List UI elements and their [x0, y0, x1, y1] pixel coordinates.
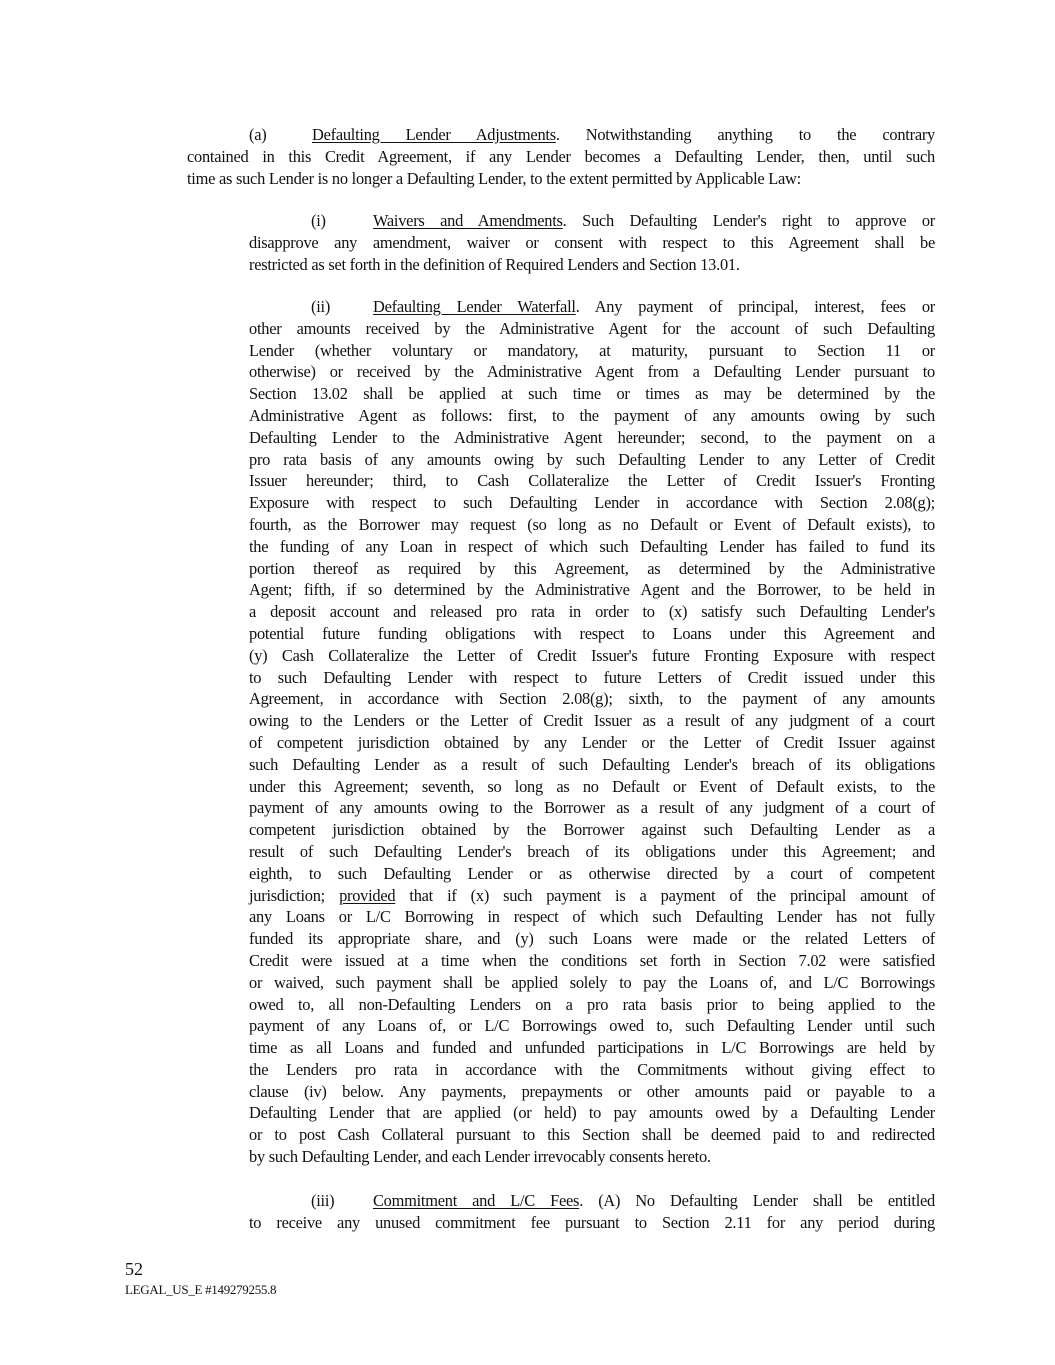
page-number: 52	[125, 1259, 143, 1279]
text-run: or waived, such payment shall be applied solely to pay the Loans of, and L/C Borrowings	[249, 972, 935, 992]
text-run: pro rata basis of any amounts owing by such Defaulting Lender to any Letter of Credit	[249, 449, 935, 469]
text-line	[249, 1102, 935, 1124]
text-run: Agreement, in accordance with Section 2.08(g); sixth, to the payment of any amounts	[249, 689, 935, 709]
text-line	[249, 754, 935, 776]
text-run: owing to the Lenders or the Letter of Credit Issuer as a result of any judgment of a court	[249, 711, 935, 731]
text-run: Credit were issued at a time when the conditions set forth in Section 7.02 were satisfied	[249, 950, 935, 970]
paragraph-first-line	[249, 296, 935, 318]
text-line	[249, 776, 935, 798]
text-line	[249, 1081, 935, 1103]
text-run: otherwise) or received by the Administrative Agent from a Defaulting Lender pursuant to	[249, 362, 935, 382]
text-line	[249, 950, 935, 972]
text-line	[187, 168, 935, 190]
section-heading: Defaulting Lender Waterfall	[373, 297, 576, 316]
section-heading: Commitment and L/C Fees	[373, 1191, 580, 1210]
text-line	[249, 601, 935, 623]
text-line	[249, 1037, 935, 1059]
text-run: under this Agreement; seventh, so long as no Default or Event of Default exists, to the	[249, 776, 935, 796]
text-line	[249, 994, 935, 1016]
text-run: the funding of any Loan in respect of which such Defaulting Lender has failed to fund its	[249, 536, 935, 556]
text-run: . (A) No Defaulting Lender shall be entitled	[579, 1191, 935, 1210]
underlined-term: provided	[339, 885, 396, 905]
text-line	[249, 361, 935, 383]
section-label: (ii)	[311, 297, 331, 316]
text-line	[249, 536, 935, 558]
paragraph-first-line	[249, 210, 935, 232]
text-run: other amounts received by the Administrative Agent for the account of such Defaulting	[249, 318, 935, 338]
text-line	[249, 1124, 935, 1146]
text-run: Exposure with respect to such Defaulting Lender in accordance with Section 2.08(g);	[249, 493, 935, 513]
text-run: a deposit account and released pro rata in order to (x) satisfy such Defaulting Lender's	[249, 602, 935, 622]
paragraph-iii-commitment-and-lc-fees	[249, 1190, 935, 1234]
text-run: . Any payment of principal, interest, fees or	[575, 297, 935, 316]
text-line	[249, 819, 935, 841]
paragraph-a-defaulting-lender-adjustments	[187, 124, 935, 189]
text-line	[249, 645, 935, 667]
text-line	[249, 232, 935, 254]
text-line	[249, 492, 935, 514]
section-label: (iii)	[311, 1191, 335, 1210]
text-line	[249, 579, 935, 601]
text-run: time as such Lender is no longer a Defaulting Lender, to the extent permitted by Applicable Law:	[187, 168, 801, 188]
text-run: Defaulting Lender to the Administrative Agent hereunder; second, to the payment on a	[249, 427, 935, 447]
text-line	[249, 427, 935, 449]
text-run: Defaulting Lender that are applied (or held) to pay amounts owed by a Defaulting Lender	[249, 1103, 935, 1123]
text-run: clause (iv) below. Any payments, prepayments or other amounts paid or payable to a	[249, 1081, 935, 1101]
text-line	[249, 623, 935, 645]
text-run: (y) Cash Collateralize the Letter of Credit Issuer's future Fronting Exposure with respect	[249, 645, 935, 665]
text-line	[249, 667, 935, 689]
text-run: payment of any amounts owing to the Borrower as a result of any judgment of a court of	[249, 798, 935, 818]
text-line	[249, 318, 935, 340]
text-run: competent jurisdiction obtained by the Borrower against such Defaulting Lender as a	[249, 820, 935, 840]
text-run: portion thereof as required by this Agreement, as determined by the Administrative	[249, 558, 935, 578]
text-line	[249, 1015, 935, 1037]
text-run: that if (x) such payment is a payment of the principal amount of	[395, 885, 935, 905]
text-line	[249, 383, 935, 405]
paragraph-first-line	[249, 1190, 935, 1212]
paragraph-i-waivers-and-amendments	[249, 210, 935, 275]
text-run: to receive any unused commitment fee pursuant to Section 2.11 for any period during	[249, 1212, 935, 1232]
text-run: the Lenders pro rata in accordance with the Commitments without giving effect to	[249, 1059, 935, 1079]
paragraph-ii-defaulting-lender-waterfall	[249, 296, 935, 1168]
document-id: LEGAL_US_E #149279255.8	[125, 1282, 277, 1297]
text-run: Section 13.02 shall be applied at such time or times as may be determined by the	[249, 384, 935, 404]
text-run: potential future funding obligations with respect to Loans under this Agreement and	[249, 623, 935, 643]
text-line	[249, 449, 935, 471]
text-run: of competent jurisdiction obtained by any Lender or the Letter of Credit Issuer against	[249, 732, 935, 752]
text-line	[249, 688, 935, 710]
text-run: fourth, as the Borrower may request (so long as no Default or Event of Default exists), to	[249, 514, 935, 534]
text-line	[249, 470, 935, 492]
text-line	[249, 863, 935, 885]
text-run: time as all Loans and funded and unfunded participations in L/C Borrowings are held by	[249, 1038, 935, 1058]
text-line	[249, 1059, 935, 1081]
text-line	[187, 146, 935, 168]
text-line	[249, 254, 935, 276]
section-label: (i)	[311, 211, 326, 230]
section-heading: Waivers and Amendments	[373, 211, 563, 230]
text-line	[249, 1146, 935, 1168]
text-run: restricted as set forth in the definition of Required Lenders and Section 13.01.	[249, 254, 740, 274]
text-run: . Notwithstanding anything to the contrary	[555, 125, 935, 144]
text-run: such Defaulting Lender as a result of such Defaulting Lender's breach of its obligations	[249, 754, 935, 774]
text-run: Issuer hereunder; third, to Cash Collateralize the Letter of Credit Issuer's Fronting	[249, 471, 935, 491]
text-run: disapprove any amendment, waiver or consent with respect to this Agreement shall be	[249, 232, 935, 252]
text-run: jurisdiction;	[249, 885, 340, 905]
text-run: owed to, all non-Defaulting Lenders on a pro rata basis prior to being applied to the	[249, 994, 935, 1014]
text-line	[249, 340, 935, 362]
text-run: Administrative Agent as follows: first, to the payment of any amounts owing by such	[249, 405, 935, 425]
section-label: (a)	[249, 125, 267, 144]
paragraph-first-line	[187, 124, 935, 146]
section-heading: Defaulting Lender Adjustments	[312, 125, 556, 144]
text-line	[249, 514, 935, 536]
text-line	[249, 885, 935, 907]
text-run: or to post Cash Collateral pursuant to this Section shall be deemed paid to and redirected	[249, 1125, 935, 1145]
text-line	[249, 558, 935, 580]
text-line	[249, 405, 935, 427]
text-run: contained in this Credit Agreement, if any Lender becomes a Defaulting Lender, then, until such	[187, 146, 935, 166]
text-run: eighth, to such Defaulting Lender or as otherwise directed by a court of competent	[249, 863, 935, 883]
text-run: result of such Defaulting Lender's breach of its obligations under this Agreement; and	[249, 841, 935, 861]
text-line	[249, 797, 935, 819]
text-line	[249, 928, 935, 950]
text-run: . Such Defaulting Lender's right to approve or	[562, 211, 936, 230]
text-run: funded its appropriate share, and (y) such Loans were made or the related Letters of	[249, 929, 935, 949]
text-line	[249, 906, 935, 928]
text-run: by such Defaulting Lender, and each Lender irrevocably consents hereto.	[249, 1147, 711, 1167]
text-line	[249, 710, 935, 732]
text-line	[249, 972, 935, 994]
text-run: any Loans or L/C Borrowing in respect of which such Defaulting Lender has not fully	[249, 907, 935, 927]
text-line	[249, 732, 935, 754]
text-run: Agent; fifth, if so determined by the Administrative Agent and the Borrower, to be held in	[249, 580, 935, 600]
text-line	[249, 841, 935, 863]
text-run: payment of any Loans of, or L/C Borrowings owed to, such Defaulting Lender until such	[249, 1016, 935, 1036]
text-line	[249, 1212, 935, 1234]
text-run: to such Defaulting Lender with respect to future Letters of Credit issued under this	[249, 667, 935, 687]
text-run: Lender (whether voluntary or mandatory, at maturity, pursuant to Section 11 or	[249, 340, 935, 360]
